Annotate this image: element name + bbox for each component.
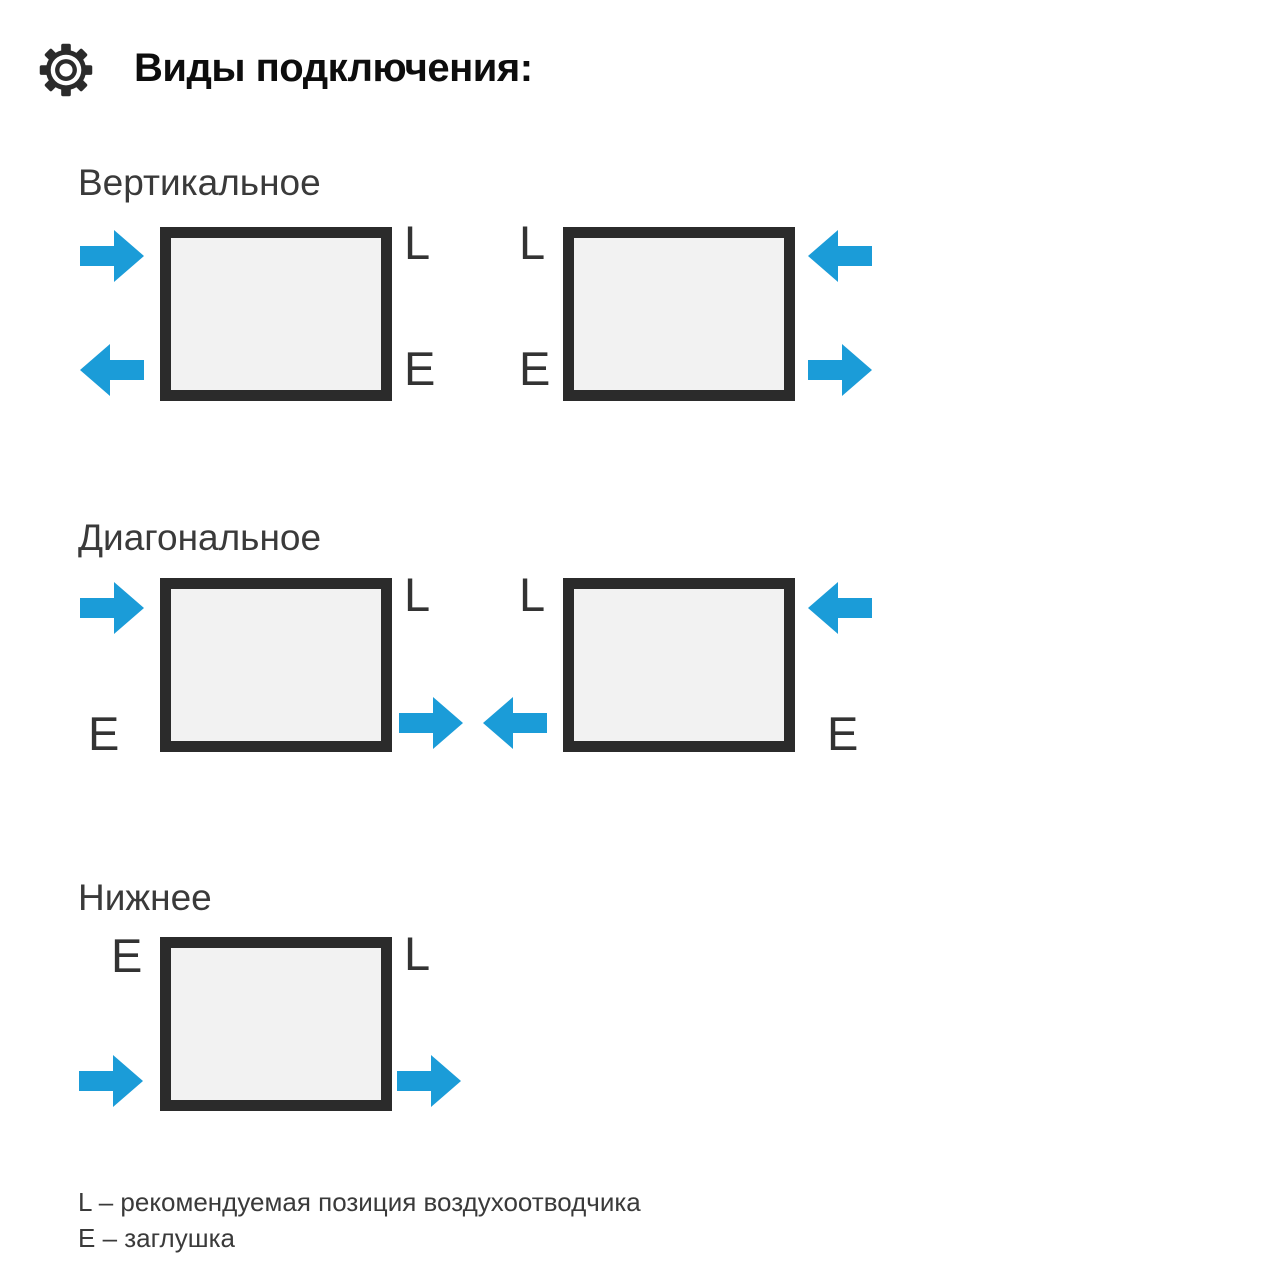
radiator-rect bbox=[160, 578, 392, 752]
flow-arrow-right-icon bbox=[80, 582, 144, 634]
flow-arrow-right-icon bbox=[80, 230, 144, 282]
radiator-rect bbox=[160, 937, 392, 1111]
radiator-rect bbox=[563, 227, 795, 401]
section-title-vertical: Вертикальное bbox=[78, 162, 321, 203]
flow-arrow-right-icon bbox=[808, 344, 872, 396]
plug-label: E bbox=[519, 342, 551, 395]
flow-arrow-right-icon bbox=[399, 697, 463, 749]
flow-arrow-left-icon bbox=[808, 582, 872, 634]
page-title: Виды подключения: bbox=[134, 46, 533, 90]
flow-arrow-right-icon bbox=[79, 1055, 143, 1107]
radiator-rect bbox=[160, 227, 392, 401]
flow-arrow-left-icon bbox=[483, 697, 547, 749]
plug-label: E bbox=[404, 342, 436, 395]
gear-icon bbox=[38, 42, 94, 98]
flow-arrow-right-icon bbox=[397, 1055, 461, 1107]
section-title-diagonal: Диагональное bbox=[78, 517, 322, 558]
vent-label: L bbox=[519, 568, 546, 621]
radiator-rect bbox=[563, 578, 795, 752]
flow-arrow-left-icon bbox=[80, 344, 144, 396]
vent-label: L bbox=[519, 216, 546, 269]
legend-line-plug: E – заглушка bbox=[78, 1223, 235, 1253]
vent-label: L bbox=[404, 568, 431, 621]
plug-label: E bbox=[111, 929, 143, 982]
section-title-bottom: Нижнее bbox=[78, 877, 212, 918]
legend-line-vent: L – рекомендуемая позиция воздухоотводчика bbox=[78, 1187, 641, 1217]
legend bbox=[78, 1184, 641, 1256]
vent-label: L bbox=[404, 927, 431, 980]
flow-arrow-left-icon bbox=[808, 230, 872, 282]
plug-label: E bbox=[88, 707, 120, 760]
plug-label: E bbox=[827, 707, 859, 760]
vent-label: L bbox=[404, 216, 431, 269]
